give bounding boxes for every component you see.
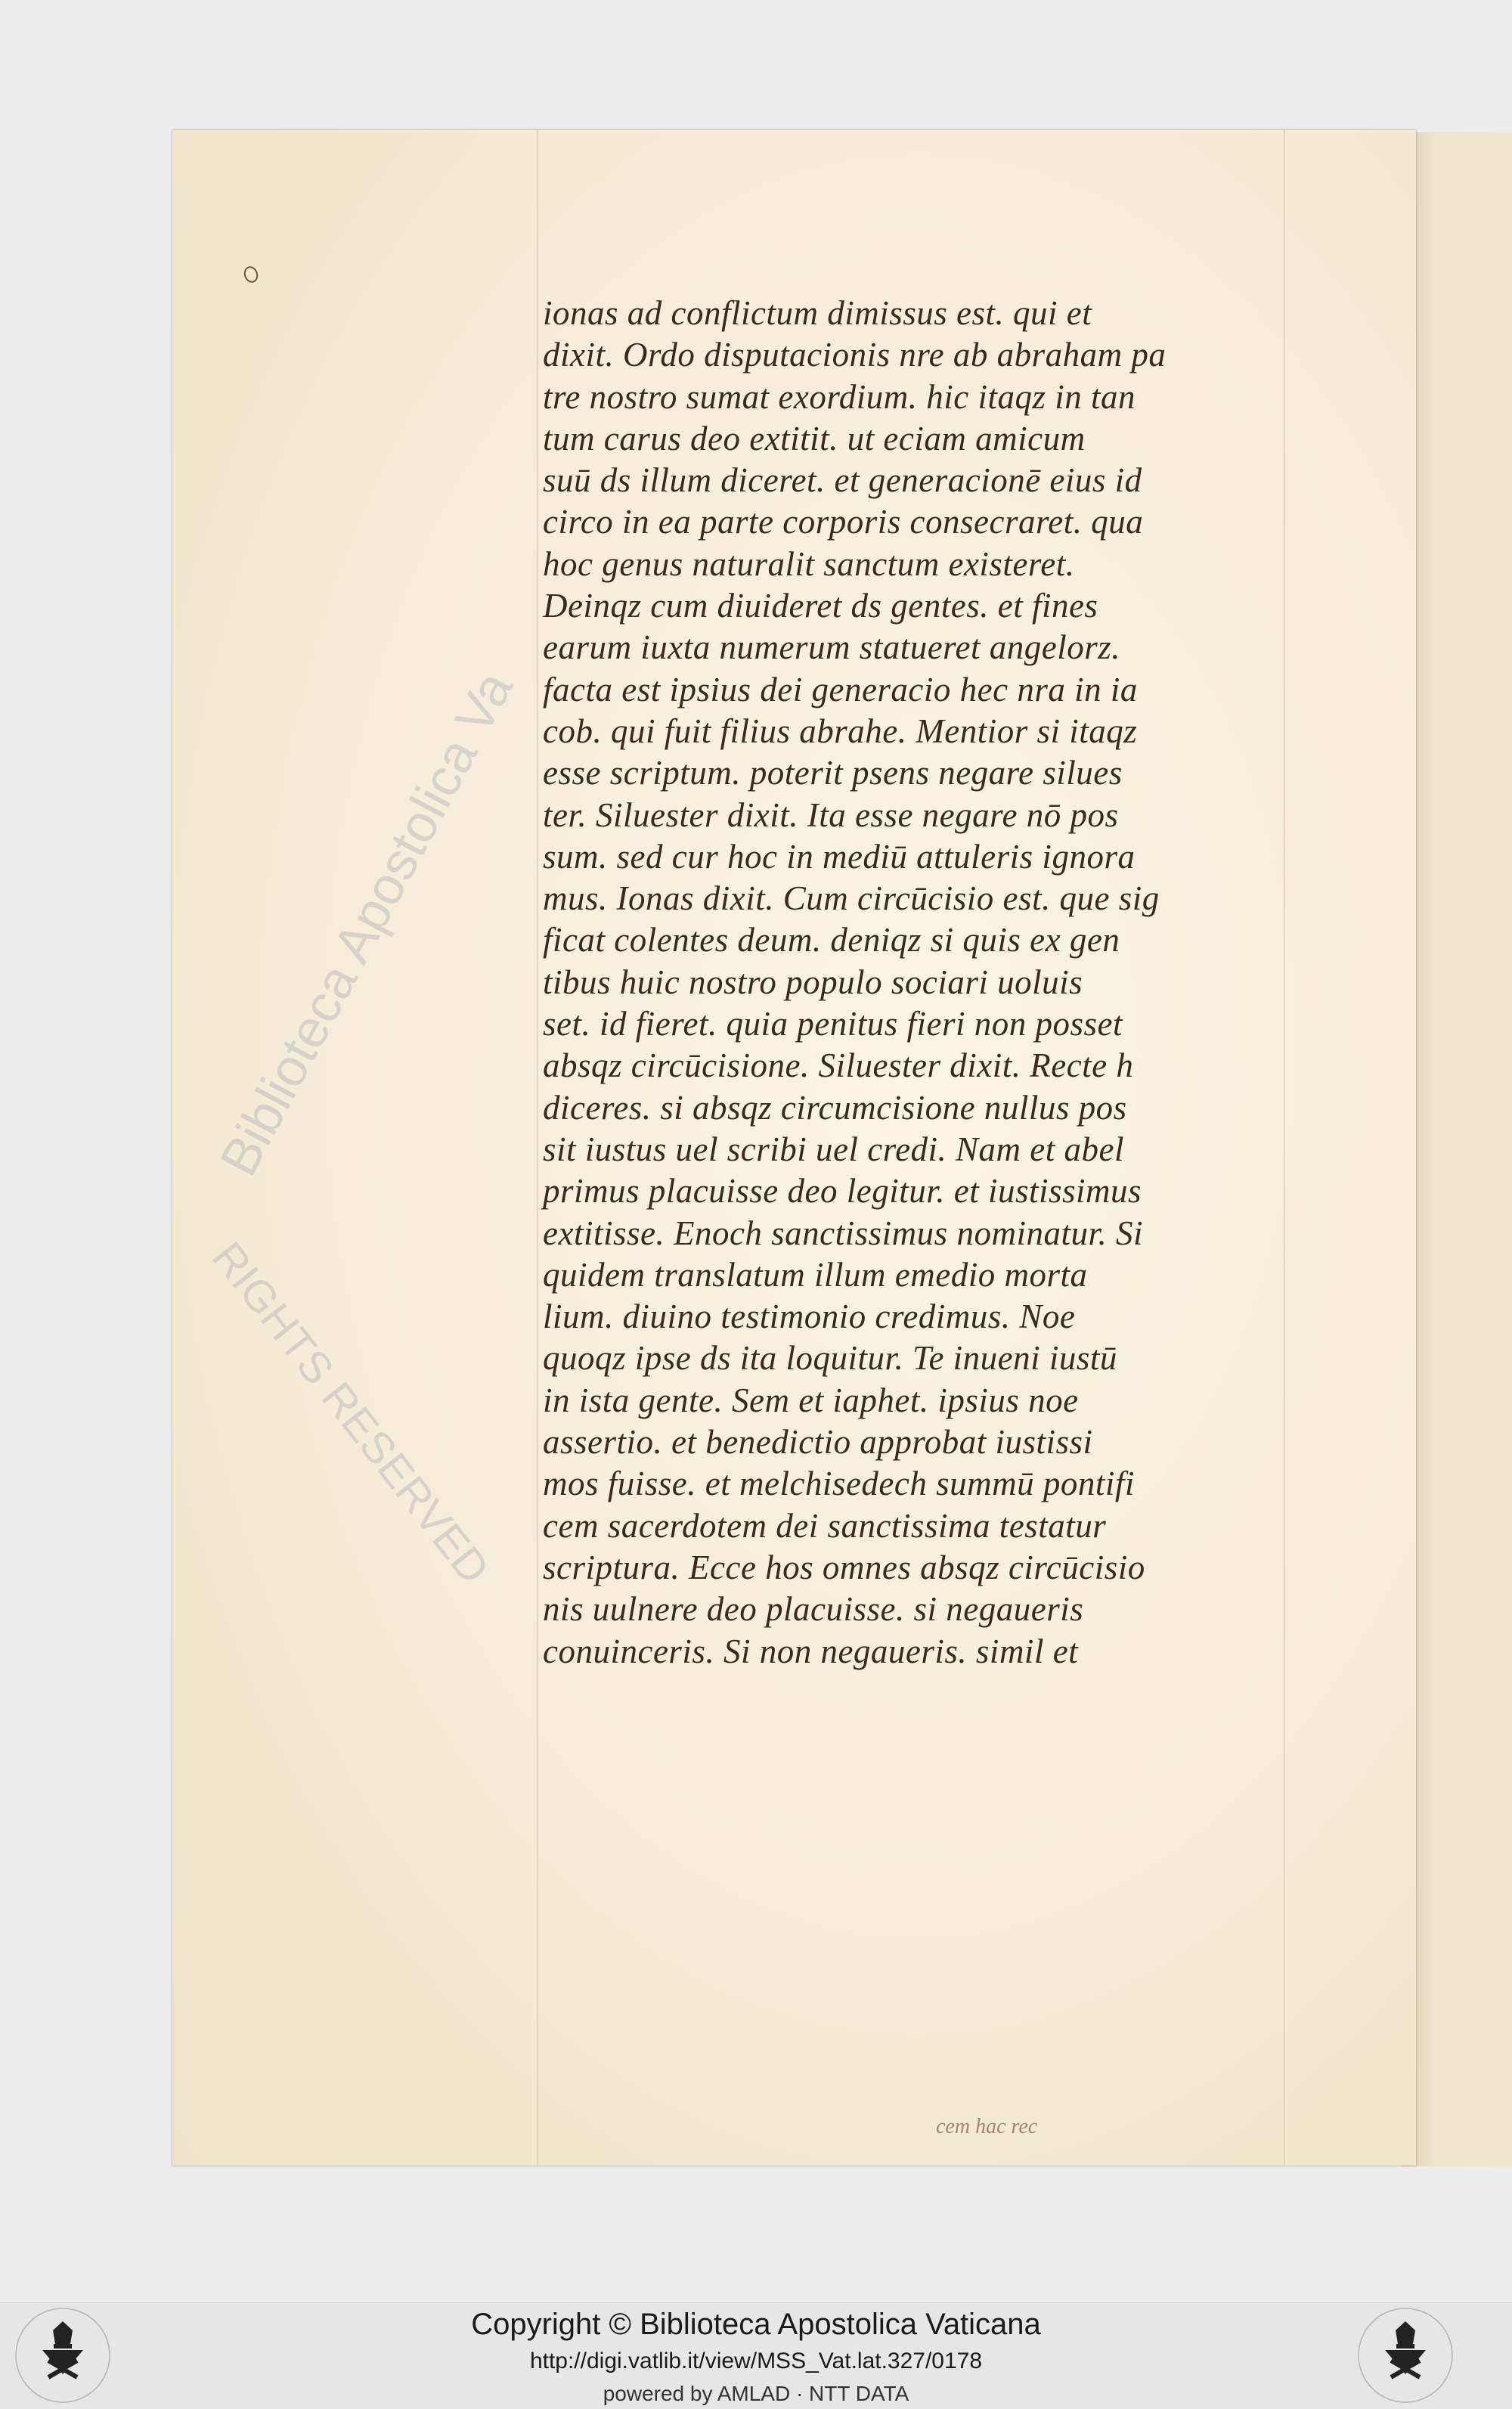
manuscript-line: absqz circūcisione. Siluester dixit. Recte h xyxy=(543,1046,1134,1085)
manuscript-line: scriptura. Ecce hos omnes absqz circūcisio xyxy=(543,1548,1145,1586)
manuscript-line: esse scriptum. poterit psens negare silues xyxy=(543,754,1123,792)
ruling-line-left xyxy=(537,130,538,2166)
manuscript-line: sit iustus uel scribi uel credi. Nam et abel xyxy=(543,1130,1125,1168)
catchword: cem hac rec xyxy=(936,2115,1038,2138)
manuscript-line: nis uulnere deo placuisse. si negaueris xyxy=(543,1590,1084,1629)
manuscript-line: in ista gente. Sem et iaphet. ipsius noe xyxy=(543,1381,1079,1419)
watermark-rights: RIGHTS RESERVED xyxy=(202,1232,499,1593)
manuscript-line: facta est ipsius dei generacio hec nra in ia xyxy=(543,670,1138,708)
manuscript-line: conuinceris. Si non negaueris. simil et xyxy=(543,1632,1079,1670)
manuscript-line: quidem translatum illum emedio morta xyxy=(543,1255,1088,1294)
powered-by-text: powered by AMLAD · NTT DATA xyxy=(603,2382,909,2405)
manuscript-line: ficat colentes deum. deniqz si quis ex gen xyxy=(543,921,1120,960)
manuscript-line: dixit. Ordo disputacionis nre ab abraham pa xyxy=(543,336,1167,374)
manuscript-line: tum carus deo extitit. ut eciam amicum xyxy=(543,419,1086,457)
manuscript-line: ionas ad conflictum dimissus est. qui et xyxy=(543,294,1092,332)
manuscript-line: tibus huic nostro populo sociari uoluis xyxy=(543,963,1083,1001)
manuscript-line: assertio. et benedictio approbat iustissi xyxy=(543,1423,1093,1462)
manuscript-line: suū ds illum diceret. et generacionē eius id xyxy=(543,461,1142,500)
manuscript-line: primus placuisse deo legitur. et iustissimus xyxy=(543,1172,1142,1211)
ink-mark xyxy=(242,265,260,285)
copyright-text: Copyright © Biblioteca Apostolica Vaticana xyxy=(471,2308,1041,2341)
vatican-seal-icon xyxy=(12,2305,113,2406)
manuscript-line: mus. Ionas dixit. Cum circūcisio est. que sig xyxy=(543,879,1160,918)
manuscript-line: set. id fieret. quia penitus fieri non posset xyxy=(543,1005,1123,1043)
manuscript-line: ter. Siluester dixit. Ita esse negare nō pos xyxy=(543,795,1119,834)
manuscript-text-block xyxy=(543,293,1329,1673)
copyright-footer xyxy=(0,2302,1512,2409)
manuscript-line: cem sacerdotem dei sanctissima testatur xyxy=(543,1506,1107,1545)
manuscript-line: cob. qui fuit filius abrahe. Mentior si itaqz xyxy=(543,712,1138,750)
facing-page-edge xyxy=(1402,132,1512,2166)
manuscript-line: hoc genus naturalit sanctum existeret. xyxy=(543,544,1075,583)
manuscript-line: diceres. si absqz circumcisione nullus pos xyxy=(543,1088,1127,1127)
manuscript-line: lium. diuino testimonio credimus. Noe xyxy=(543,1298,1076,1336)
manuscript-line: earum iuxta numerum statueret angelorz. xyxy=(543,628,1120,667)
source-url[interactable]: http://digi.vatlib.it/view/MSS_Vat.lat.327/0178 xyxy=(529,2349,983,2373)
watermark-text: Biblioteca Apostolica Va xyxy=(208,662,525,1186)
manuscript-line: sum. sed cur hoc in mediū attuleris ignora xyxy=(543,837,1136,876)
manuscript-line: extitisse. Enoch sanctissimus nominatur. Si xyxy=(543,1214,1143,1252)
manuscript-line: tre nostro sumat exordium. hic itaqz in tan xyxy=(543,377,1136,416)
manuscript-line: circo in ea parte corporis consecraret. qua xyxy=(543,503,1144,541)
manuscript-line: mos fuisse. et melchisedech summū pontifi xyxy=(543,1465,1135,1503)
manuscript-line: Deinqz cum diuideret ds gentes. et fines xyxy=(543,587,1098,625)
vatican-seal-icon xyxy=(1355,2305,1456,2406)
manuscript-line: quoqz ipse ds ita loquitur. Te inueni iustū xyxy=(543,1339,1117,1378)
manuscript-folio xyxy=(172,130,1416,2166)
